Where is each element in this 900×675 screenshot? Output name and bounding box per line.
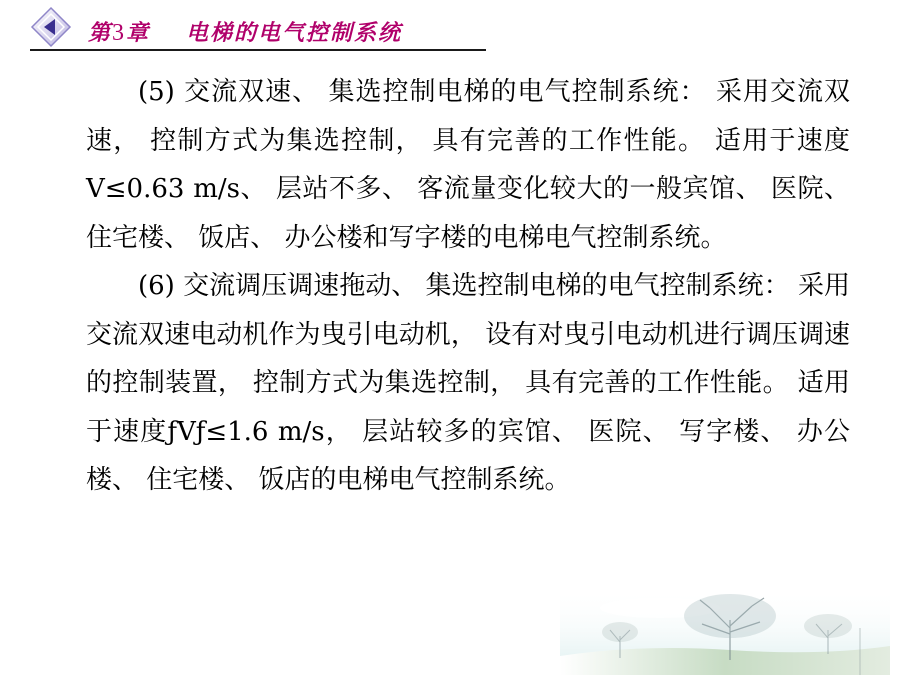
chapter-number: 3 bbox=[112, 20, 127, 46]
chapter-header bbox=[88, 16, 402, 47]
paragraph-6: (6) 交流调压调速拖动、 集选控制电梯的电气控制系统： 采用交流双速电动机作为曳引电动机， 设有对曳引电动机进行调压调速的控制装置， 控制方式为集选控制， 具有完善的工作性能。 适用于速度ƒVƒ≤1.6 m/s， 层站较多的宾馆、 医院、 写字楼、 办公楼、 住宅楼、 饭店的电梯电气控制系统。 bbox=[86, 271, 850, 495]
body-content bbox=[86, 68, 850, 505]
tree-landscape-illustration bbox=[560, 568, 890, 675]
chapter-suffix: 章 bbox=[126, 20, 151, 46]
chapter-prefix: 第 bbox=[88, 20, 113, 46]
header-divider bbox=[30, 49, 486, 51]
chapter-title: 电梯的电气控制系统 bbox=[186, 20, 403, 46]
paragraph-5: (5) 交流双速、 集选控制电梯的电气控制系统： 采用交流双速， 控制方式为集选控制， 具有完善的工作性能。 适用于速度V≤0.63 m/s、 层站不多、 客流量变化较大的一般宾馆、 医院、 住宅楼、 饭店、 办公楼和写字楼的电梯电气控制系统。 bbox=[86, 77, 850, 253]
diamond-left-arrow-icon bbox=[30, 6, 72, 48]
